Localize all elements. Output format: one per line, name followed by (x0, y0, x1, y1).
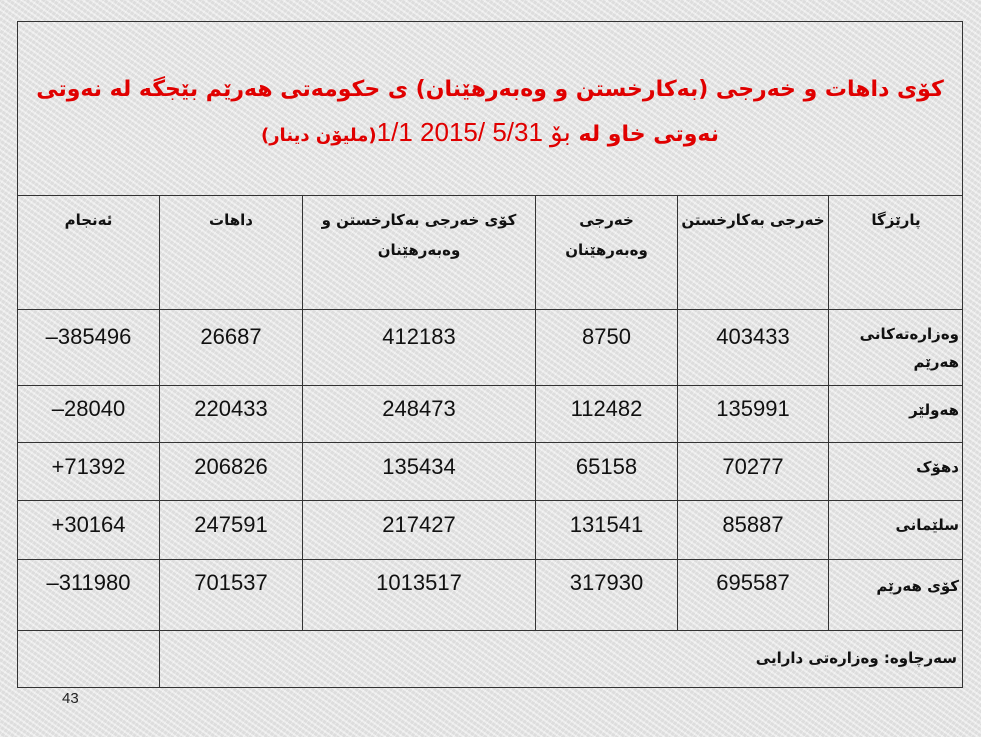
cell-investment: 65158 (575, 454, 638, 479)
source-note: سەرچاوە: وەزارەتی دارایی (755, 649, 957, 667)
header-result: ئەنجام (64, 211, 113, 229)
cell-result: –385496 (45, 324, 132, 349)
cell-total-expense: 248473 (382, 396, 456, 421)
row-label: دهۆک (916, 458, 959, 476)
cell-investment: 317930 (569, 570, 644, 595)
header-operating: خەرجی بەکارخستن (681, 211, 825, 229)
cell-revenue: 247591 (194, 512, 268, 537)
cell-revenue: 701537 (194, 570, 268, 595)
cell-total-expense: 412183 (382, 324, 456, 349)
cell-total-expense: 1013517 (376, 570, 462, 595)
row-label: کۆی هەرێم (876, 577, 959, 595)
cell-result: –28040 (51, 396, 126, 421)
cell-operating: 70277 (722, 454, 784, 479)
row-label: وەزارەتەکانی هەرێم (859, 325, 959, 371)
row-label: سلێمانی (895, 516, 959, 534)
cell-investment: 131541 (569, 512, 644, 537)
cell-operating: 135991 (716, 396, 790, 421)
page-number: 43 (62, 690, 79, 707)
data-table (17, 21, 963, 688)
cell-operating: 403433 (716, 324, 790, 349)
cell-investment: 8750 (582, 324, 631, 349)
cell-total-expense: 135434 (382, 454, 456, 479)
header-investment: خەرجی وەبەرهێنان (565, 211, 648, 259)
title-unit: (ملیۆن دینار) (260, 125, 377, 146)
cell-revenue: 26687 (200, 324, 262, 349)
cell-investment: 112482 (570, 396, 643, 421)
title-date-range: 1/1 بۆ 5/31 /2015 (376, 117, 571, 147)
title-prefix: نەوتی خاو لە (578, 122, 720, 147)
cell-operating: 695587 (716, 570, 790, 595)
cell-total-expense: 217427 (382, 512, 456, 537)
header-region: پارێزگا (871, 211, 921, 229)
cell-result: +71392 (51, 454, 126, 479)
cell-revenue: 220433 (194, 396, 268, 421)
title-line-1: کۆی داهات و خەرجی (بەکارخستن و وەبەرهێنان) ی حکومەتی هەرێم بێجگە لە نەوتی (36, 77, 944, 102)
header-total-expense: کۆی خەرجی بەکارخستن و وەبەرهێنان (321, 211, 517, 259)
cell-result: +30164 (51, 512, 126, 537)
header-revenue: داهات (209, 211, 253, 229)
cell-operating: 85887 (722, 512, 784, 537)
cell-result: –311980 (46, 570, 131, 595)
cell-revenue: 206826 (194, 454, 268, 479)
row-label: هەولێر (909, 401, 959, 419)
